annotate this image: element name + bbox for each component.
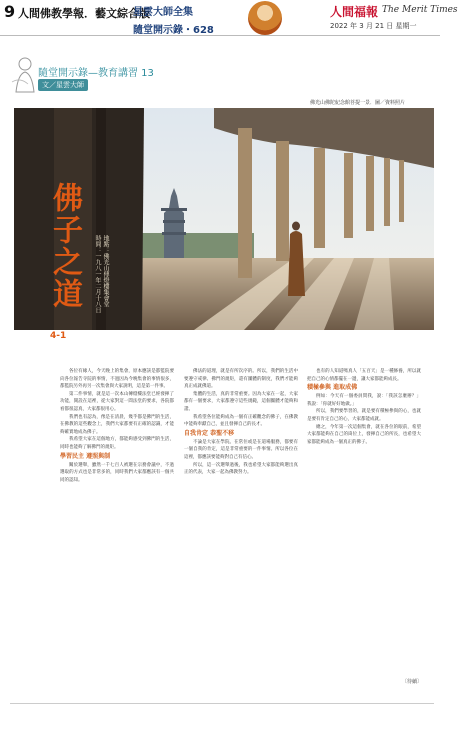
master-portrait-image <box>248 1 282 35</box>
newspaper-logo <box>330 3 458 19</box>
paragraph: 關於選舉，雖然一千七百人被選在宗務會議中，不過選取的方式也是非常多的，同時我們大家都應該有一個共同的認知。 <box>60 462 174 483</box>
paragraph: 佛法的道理，就是有所次序的。所以，我們的生活中要遵守戒律、佛門的規矩，還有團體的制度，我們才能夠真正成就佛道。 <box>184 369 298 390</box>
monk-sketch-icon <box>10 52 40 94</box>
paragraph: 也有的人知道嗎真人「五百天」是一種修養，所以就把自己的心情都擺在一邊，讓大家都能夠成長。 <box>307 369 421 382</box>
divider <box>10 703 434 704</box>
column-banner <box>10 52 190 96</box>
event-info <box>93 235 109 313</box>
event-location: 地點：佛光山傳燈樓集會堂 <box>102 235 109 307</box>
author-byline: 文／星雲大師 <box>38 79 88 91</box>
issue-date: 2022 年 3 月 21 日 星期一 <box>330 22 417 30</box>
article-column-2 <box>184 368 298 698</box>
promo-box[interactable] <box>133 3 255 36</box>
paragraph: 第二件事情，就是這一次本山傳燈樓法堂已經發揮了功能，開設在這裡，從大家對這一間法堂的要求，各院都看都很認真，大家都很用心。 <box>60 391 174 412</box>
paragraph: 我們也有認為，像是在清晨，幾乎都是佛門的生活，在佛教的這些觀念上，我們大家都要有正確的認識，才能夠確實地成為佛子。 <box>60 414 174 435</box>
paragraph: 總之，今年第一次這個集會，就在各位的眼前，希望大家都能夠在自己的崗位上，發揮自己的所長，也希望大家都能夠成為一個真正的佛子。 <box>307 424 421 445</box>
paragraph: 所以，我們要學習的，就是要有積極參與的心，也就是要有肯定自己的心，大家都能成就。 <box>307 409 421 422</box>
section-name: 人間佛教學報．藝文綜合版 <box>18 7 150 20</box>
paragraph: 我希望大家在這個地方，都能夠感受到佛門的生活，同時也能夠了解佛門的規矩。 <box>60 437 174 450</box>
event-date: 時間：一九八一年二月十八日 <box>94 235 101 313</box>
paragraph: 我希望各位能夠成為一個有正確觀念的佛子，在佛教中能夠奉獻自己，並且發揮自己的長才。 <box>184 414 298 428</box>
page-number: 9 <box>4 2 16 21</box>
promo-line2: 隨堂開示錄・628 <box>133 25 214 36</box>
paragraph: 例如：今天有一個委員問我，說：「我該怎麼辦？」我說：「你就好好地做。」 <box>307 394 421 407</box>
article-column-1 <box>60 368 174 698</box>
paragraph: 各位有緣人，今天晚上的集會，原本應該是都監院要向各位報告寺院的事情，不過因為今晚集會的事情很多，都監院另外再另一次集會與大家說明，這是第一件事。 <box>60 369 174 390</box>
subheading: 積極參與 進取成佛 <box>307 384 358 392</box>
subheading: 學習民主 遵照與制 <box>60 452 111 460</box>
paragraph: 集體的生活，真的非常重要。因為大家在一起，大家都有一個要求，大家都遵守這些規範，這個團體才能夠和諧。 <box>184 391 298 412</box>
logo-chinese: 人間福報 <box>330 5 379 19</box>
paragraph: 不論是大家在學院、在常住或是在道場服務，都要有一個自我的肯定，這是非常重要的一件事情。所以各位在這裡，都應該要能夠對自己有信心。 <box>184 439 298 460</box>
photo-caption: 佛光山佛陀紀念館菩提一景．圖／資料照片 <box>310 100 406 106</box>
paragraph: 所以，這一次選舉過後，我也希望大家都能夠選出真正的代表，大家一起為佛教努力。 <box>184 462 298 476</box>
page-header <box>0 0 458 36</box>
column-title: 隨堂開示錄—教育講習 13 <box>38 68 154 79</box>
promo-line1: 星雲大師全集 <box>133 7 193 18</box>
installment-number: 4-1 <box>50 331 67 341</box>
subheading: 自我肯定 恭聖不移 <box>184 429 235 437</box>
promo-ref: 628 <box>193 25 214 36</box>
to-be-continued: 〔待續〕 <box>402 679 423 685</box>
logo-english: The Merit Times <box>382 5 458 15</box>
article-headline: 佛子之道 <box>47 182 82 310</box>
article-column-3 <box>307 368 421 698</box>
